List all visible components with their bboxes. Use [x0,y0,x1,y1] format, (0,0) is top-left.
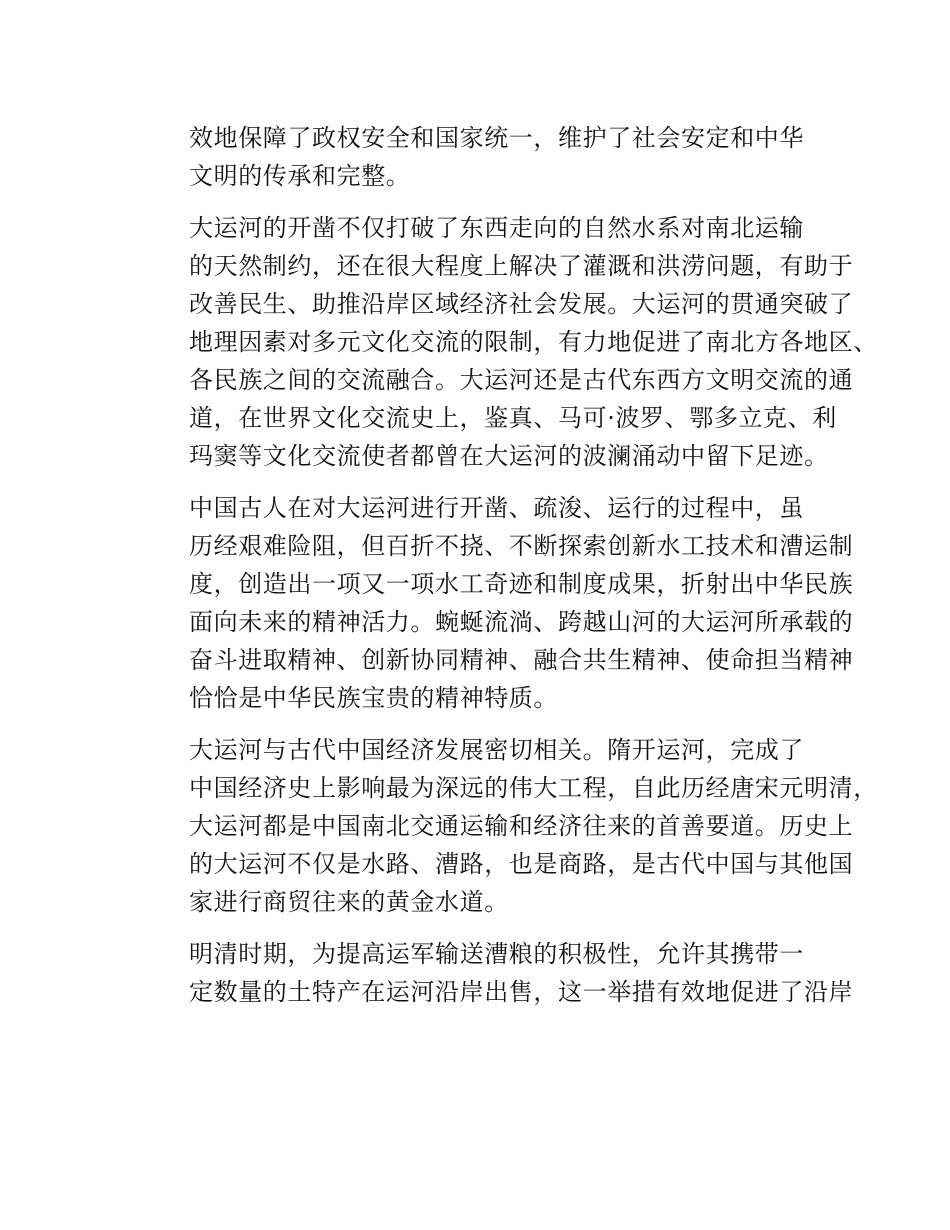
text-line: 恰恰是中华民族宝贵的精神特质。 [189,684,558,712]
document-body [141,119,878,1025]
text-line: 大运河的开凿不仅打破了东西走向的自然水系对南北运输 [189,214,804,242]
text-line: 大运河与古代中国经济发展密切相关。隋开运河，完成了 [189,736,804,764]
paragraph-2 [141,209,878,475]
text-line: 家进行商贸往来的黄金水道。 [189,888,509,916]
text-line: 历经艰难险阻，但百折不挠、不断探索创新水工技术和漕运制 [189,532,854,560]
text-line: 定数量的土特产在运河沿岸出售，这一举措有效地促进了沿岸 [189,978,854,1006]
text-line: 中国古人在对大运河进行开凿、疏浚、运行的过程中，虽 [189,494,804,522]
text-line: 面向未来的精神活力。蜿蜒流淌、跨越山河的大运河所承载的 [189,608,854,636]
text-line: 玛窦等文化交流使者都曾在大运河的波澜涌动中留下足迹。 [189,442,829,470]
paragraph-5 [141,935,854,1011]
text-line: 道，在世界文化交流史上，鉴真、马可·波罗、鄂多立克、利 [189,404,837,432]
text-line: 中国经济史上影响最为深远的伟大工程，自此历经唐宋元明清， [189,774,878,802]
paragraph-4 [141,731,878,921]
text-line: 奋斗进取精神、创新协同精神、融合共生精神、使命担当精神 [189,646,854,674]
text-line: 的天然制约，还在很大程度上解决了灌溉和洪涝问题，有助于 [189,252,854,280]
text-line: 改善民生、助推沿岸区域经济社会发展。大运河的贯通突破了 [189,290,854,318]
text-line: 的大运河不仅是水路、漕路，也是商路，是古代中国与其他国 [189,850,854,878]
text-line: 大运河都是中国南北交通运输和经济往来的首善要道。历史上 [189,812,854,840]
text-line: 文明的传承和完整。 [189,162,411,190]
paragraph-3 [141,489,854,717]
text-line: 明清时期，为提高运军输送漕粮的积极性，允许其携带一 [189,940,804,968]
text-line: 效地保障了政权安全和国家统一，维护了社会安定和中华 [189,124,804,152]
text-line: 各民族之间的交流融合。大运河还是古代东西方文明交流的通 [189,366,854,394]
text-line: 地理因素对多元文化交流的限制，有力地促进了南北方各地区、 [189,328,878,356]
text-line: 度，创造出一项又一项水工奇迹和制度成果，折射出中华民族 [189,570,854,598]
paragraph-1 [141,119,831,195]
